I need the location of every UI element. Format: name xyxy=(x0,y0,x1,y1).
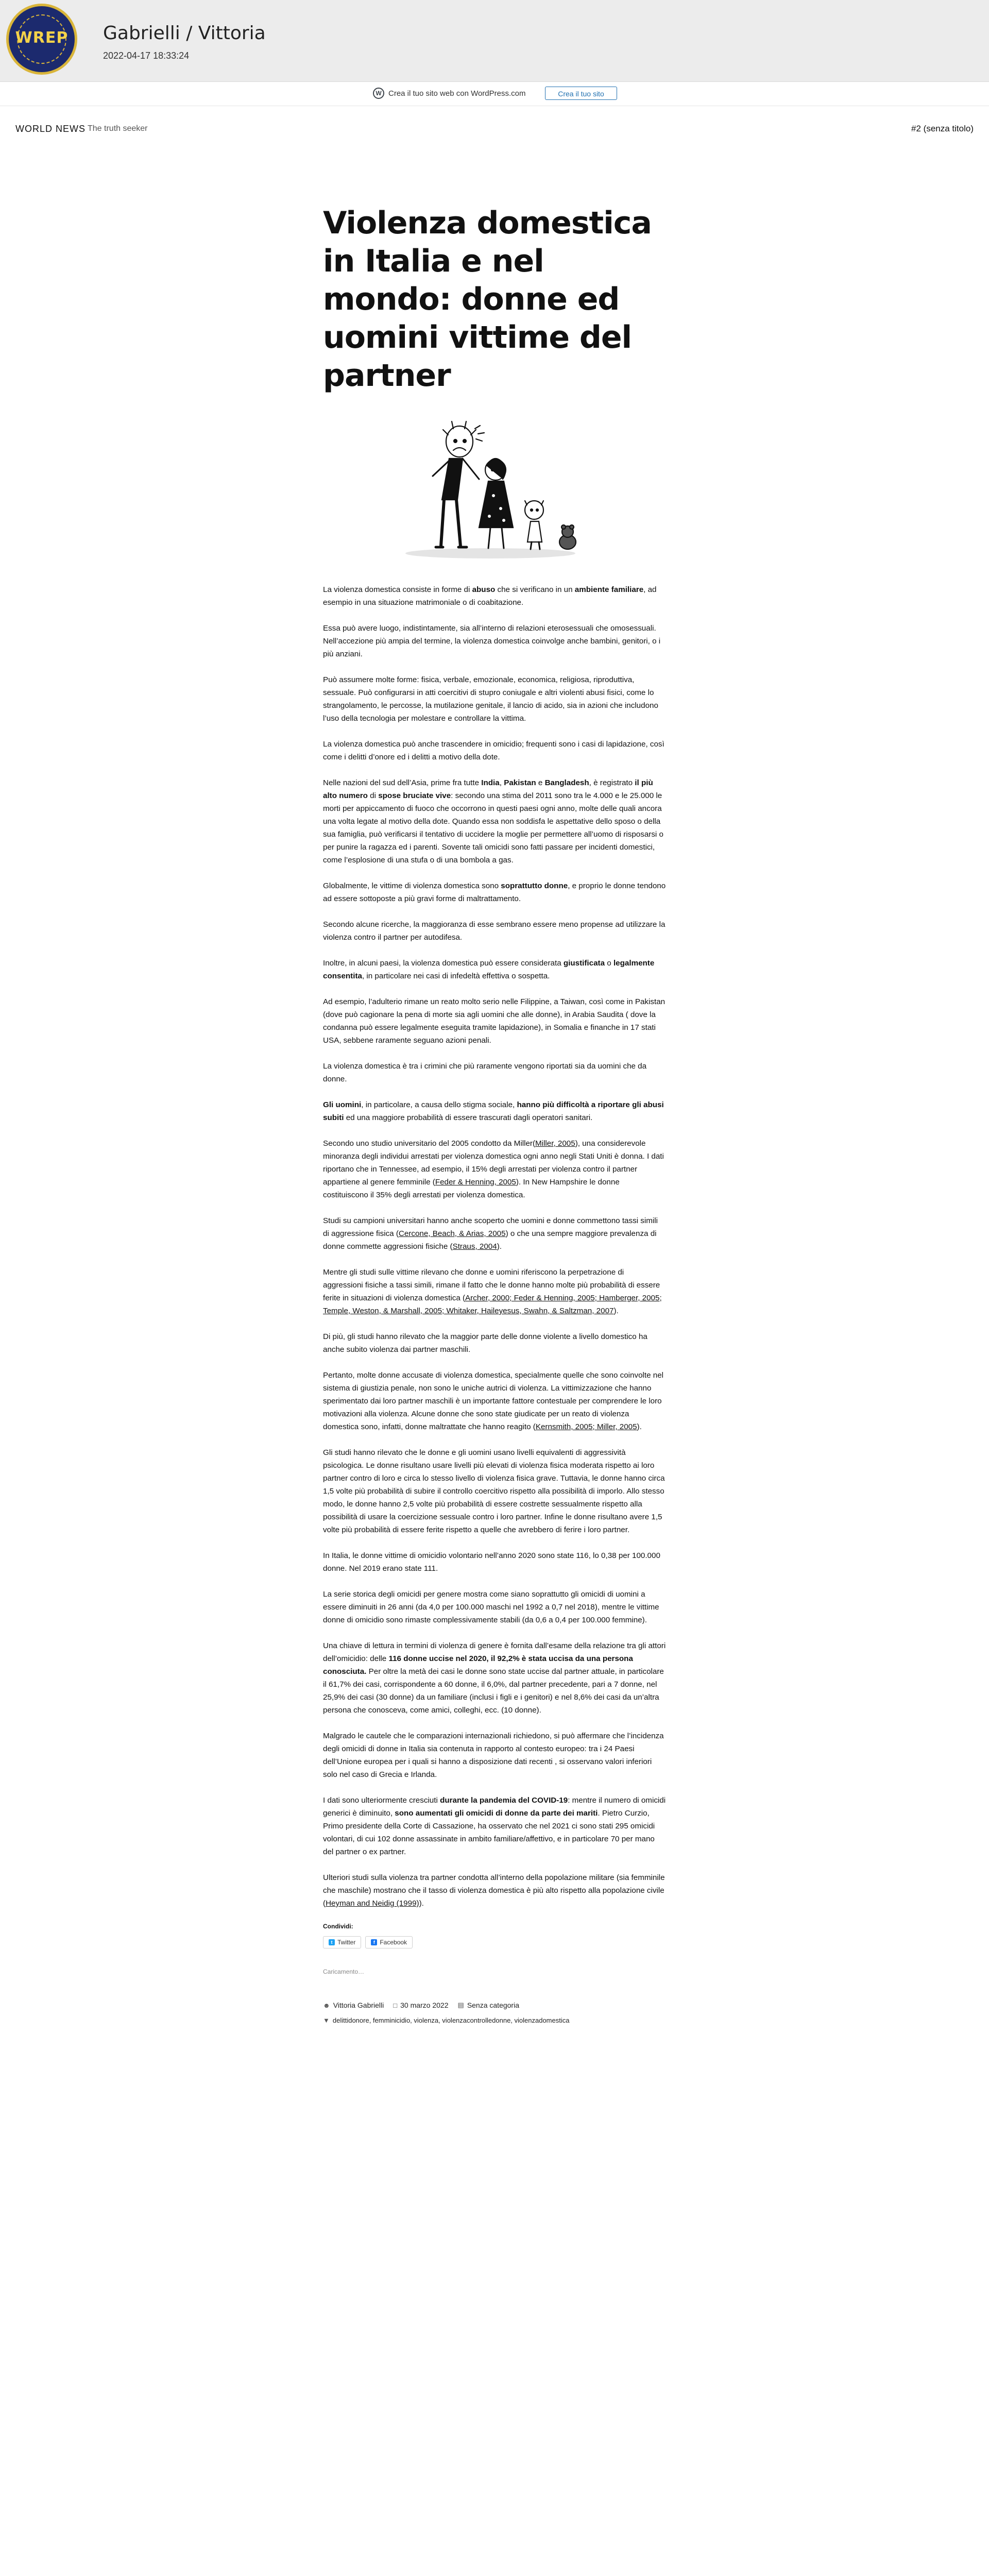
bold-text: 116 donne uccise nel 2020, il 92,2% è stata uccisa da una persona conosciuta. xyxy=(323,1654,633,1676)
share-facebook-button[interactable] xyxy=(365,1936,413,1948)
text-segment: La violenza domestica è tra i crimini che più raramente vengono riportati sia da uomini che da donne. xyxy=(323,1062,647,1083)
bold-text: Pakistan xyxy=(504,778,536,787)
text-segment: La serie storica degli omicidi per genere mostra come siano soprattutto gli omicidi di uomini a essere diminuiti in 26 anni (da 4,0 per 100.000 maschi nel 1992 a 0,7 nel 2018), mentre le vittime donne di omicidio sono rimaste complessivamente stabili (da 0,6 a 0,4 per 100.000 femmine). xyxy=(323,1590,659,1624)
text-segment: Mentre gli studi sulle vittime rilevano che donne e uomini riferiscono la perpetrazione di aggressioni fisiche a tassi simili, rimane il fatto che le donne hanno molte più probabilità di essere ferite in situazioni di violenza domestica ( xyxy=(323,1268,660,1302)
date-text[interactable]: 30 marzo 2022 xyxy=(400,2001,449,2009)
text-segment: Essa può avere luogo, indistintamente, sia all’interno di relazioni eterosessuali che omosessuali. Nell’accezione più ampia del termine, la violenza domestica coinvolge anche bambini, genitori, o i più anziani. xyxy=(323,624,661,658)
text-segment: , xyxy=(499,778,504,787)
likes-loading: Caricamento… xyxy=(323,1968,365,1975)
wordpress-banner-text[interactable]: Crea il tuo sito web con WordPress.com xyxy=(388,89,526,98)
citation-link[interactable]: Archer, 2000; Feder & Henning, 2005; Hamberger, 2005; Temple, Weston, & Marshall, 2005; Whitaker, Haileyesus, Swahn, & Saltzman, 2007 xyxy=(323,1294,662,1315)
citation-link[interactable]: Feder & Henning, 2005 xyxy=(435,1178,516,1187)
wordpress-icon[interactable]: W xyxy=(373,88,384,99)
share-buttons xyxy=(323,1936,666,1948)
post-author[interactable] xyxy=(323,2001,384,2009)
tags-text[interactable]: delittidonore, femminicidio, violenza, violenzacontrolledonne, violenzadomestica xyxy=(332,2016,570,2024)
text-segment: , ad esempio in una situazione matrimoniale o di coabitazione. xyxy=(323,585,657,607)
category-text[interactable]: Senza categoria xyxy=(467,2001,519,2009)
bold-text: sono aumentati gli omicidi di donne da parte dei mariti xyxy=(395,1809,598,1818)
citation-link[interactable]: Kernsmith, 2005; Miller, 2005 xyxy=(535,1422,637,1431)
text-segment: e xyxy=(536,778,545,787)
create-site-button[interactable]: Crea il tuo sito xyxy=(545,87,617,100)
post-paragraph xyxy=(323,673,666,725)
post-paragraph xyxy=(323,1369,666,1433)
text-segment: Nelle nazioni del sud dell’Asia, prime fra tutte xyxy=(323,778,482,787)
text-segment: ). xyxy=(613,1307,619,1315)
post-paragraph xyxy=(323,1549,666,1575)
post-paragraph xyxy=(323,1266,666,1317)
post-date[interactable] xyxy=(393,2001,448,2009)
bold-text: Gli uomini xyxy=(323,1100,362,1109)
bold-text: giustificata xyxy=(563,959,605,968)
text-segment: ). xyxy=(419,1899,424,1908)
post-paragraph xyxy=(323,1794,666,1858)
text-segment: Di più, gli studi hanno rilevato che la maggior parte delle donne violente a livello domestico ha anche subito violenza dai partner maschili. xyxy=(323,1332,647,1354)
facebook-icon: f xyxy=(371,1939,377,1945)
bold-text: il più alto numero xyxy=(323,778,653,800)
site-logo[interactable] xyxy=(6,4,77,75)
text-segment: Secondo uno studio universitario del 2005 condotto da Miller( xyxy=(323,1139,536,1148)
twitter-icon: t xyxy=(329,1939,335,1945)
bold-text: India xyxy=(481,778,500,787)
timestamp: 2022-04-17 18:33:24 xyxy=(103,50,190,61)
post-paragraph xyxy=(323,995,666,1047)
wordpress-banner xyxy=(0,82,989,106)
post-paragraph xyxy=(323,1214,666,1253)
post-paragraph xyxy=(323,1137,666,1201)
text-segment: Ad esempio, l’adulterio rimane un reato molto serio nelle Filippine, a Taiwan, così come in Pakistan (dove può cagionare la pena di morte sia agli uomini che alle donne), in Arabia Saudita ( dove la condanna può essere legalmente eseguita tramite lapidazione), in Somalia e finanche in 17 stati USA, sebbene raramente seguano azioni penali. xyxy=(323,997,666,1045)
site-header xyxy=(0,0,989,82)
text-segment: In Italia, le donne vittime di omicidio volontario nell’anno 2020 sono state 116, lo 0,38 per 100.000 donne. Nel 2019 erano state 111. xyxy=(323,1551,660,1573)
author-icon: ☻ xyxy=(323,2001,330,2009)
post-paragraph xyxy=(323,957,666,982)
text-segment: che si verificano in un xyxy=(495,585,575,594)
post-paragraph xyxy=(323,1098,666,1124)
text-segment: , è registrato xyxy=(589,778,635,787)
text-segment: , e proprio le donne tendono ad essere sottoposte a più gravi forme di maltrattamento. xyxy=(323,882,666,903)
text-segment: , in particolare nei casi di infedeltà effettiva o sospetta. xyxy=(362,972,550,980)
post-paragraph xyxy=(323,738,666,764)
text-segment: Globalmente, le vittime di violenza domestica sono xyxy=(323,882,501,890)
text-segment: I dati sono ulteriormente cresciuti xyxy=(323,1796,440,1805)
text-segment: : secondo una stima del 2011 sono tra le 4.000 e le 25.000 le morti per appiccamento di fuoco che occorrono in questi paesi ogni anno, molte delle quali ancora una volta legate al motivo della dote. Quando essa non soddisfa le aspettative dello sposo o della sua famiglia, può verificarsi il tentativo di uccidere la moglie per permettere all’uomo di risposarsi o per punire la ragazza ed i parenti. Sovente tali omicidi sono fatti passare per incidenti domestici, come l’esplosione di una stufa o di una bombola a gas. xyxy=(323,791,663,865)
bold-text: spose bruciate vive xyxy=(378,791,451,800)
post-paragraph xyxy=(323,1446,666,1536)
post-paragraph xyxy=(323,622,666,660)
text-segment: Può assumere molte forme: fisica, verbale, emozionale, economica, religiosa, riproduttiva, sessuale. Può configurarsi in atti coercitivi di stupro coniugale e altri violenti abusi fisici, come lo strangolamento, le percosse, la mutilazione genitale, il lancio di acido, sia in azioni che includono l’uso della tecnologia per molestare e controllare la vittima. xyxy=(323,675,658,723)
text-segment: Malgrado le cautele che le comparazioni internazionali richiedono, si può affermare che l’incidenza degli omicidi di donne in Italia sia contenuta in rapporto al contesto europeo: tra i 24 Paesi dell’Unione europea per i quali si hanno a disposizione dati recenti , si osservano valori inferiori solo nel caso di Grecia e Irlanda. xyxy=(323,1732,664,1779)
share-label: Condividi: xyxy=(323,1923,353,1930)
post-paragraph xyxy=(323,918,666,944)
text-segment: . Pietro Curzio, Primo presidente della Corte di Cassazione, ha osservato che nel 2021 ci sono stati 295 omicidi volontari, di cui 102 donne assassinate in ambito familiare/affettivo, e in particolare 70 per mano del partner o ex partner. xyxy=(323,1809,655,1856)
text-segment: di xyxy=(367,791,379,800)
site-name-link[interactable]: WORLD NEWS xyxy=(15,124,86,134)
post-paragraph xyxy=(323,1588,666,1626)
bold-text: Bangladesh xyxy=(544,778,589,787)
citation-link[interactable]: Straus, 2004 xyxy=(452,1242,497,1251)
post-meta xyxy=(323,2001,666,2009)
site-tagline: The truth seeker xyxy=(88,124,148,133)
text-segment: : mentre il numero di omicidi generici è diminuito, xyxy=(323,1796,666,1818)
share-twitter-button[interactable] xyxy=(323,1936,361,1948)
text-segment: ). xyxy=(637,1422,642,1431)
post-content xyxy=(323,583,666,1910)
bold-text: soprattutto donne xyxy=(501,882,568,890)
bold-text: durante la pandemia del COVID-19 xyxy=(440,1796,568,1805)
text-segment: o xyxy=(605,959,613,968)
text-segment: Ulteriori studi sulla violenza tra partner condotta all’interno della popolazione militare (sia femminile che maschile) mostrano che il tasso di violenza domestica è più alto rispetto alla popolazione civile ( xyxy=(323,1873,665,1908)
text-segment: Secondo alcune ricerche, la maggioranza di esse sembrano essere meno propense ad utilizzare la violenza contro il partner per autodifesa. xyxy=(323,920,666,942)
text-segment: La violenza domestica può anche trascendere in omicidio; frequenti sono i casi di lapidazione, così come i delitti d’onore ed i delitti a motivo della dote. xyxy=(323,740,664,761)
text-segment: ed una maggiore probabilità di essere trascurati dagli operatori sanitari. xyxy=(344,1113,593,1122)
post-paragraph xyxy=(323,1060,666,1086)
post-paragraph xyxy=(323,1330,666,1356)
post-paragraph xyxy=(323,879,666,905)
text-segment: ). In New Hampshire le donne costituiscono il 35% degli arrestati per violenza domestica. xyxy=(323,1178,620,1199)
folder-icon: ▤ xyxy=(457,2001,464,2009)
text-segment: ), una considerevole minoranza degli individui arrestati per violenza domestica ogni anno negli Stati Uniti è donna. I dati riportano che in Tennessee, ad esempio, il 15% degli arrestati per violenza contro il partner appartiene al genere femminile ( xyxy=(323,1139,664,1187)
logo-text: WREP xyxy=(15,29,69,47)
citation-link[interactable]: Heyman and Neidig (1999) xyxy=(326,1899,419,1908)
text-segment: Per oltre la metà dei casi le donne sono state uccise dal partner attuale, in particolare il 61,7% dei casi, corrispondente a 60 donne, il 6,0%, dal partner precedente, pari a 7 donne, nel 25,9% dei casi (30 donne) da un familiare (inclusi i figli e i genitori) e nel 8,6% dei casi da un’altra persona che conosceva, come amici, colleghi, ecc. (10 donne). xyxy=(323,1667,664,1715)
bold-text: hanno più difficoltà a riportare gli abusi subiti xyxy=(323,1100,664,1122)
tag-icon: ▼ xyxy=(323,2016,330,2024)
post-paragraph xyxy=(323,583,666,609)
post-paragraph xyxy=(323,1730,666,1781)
post-category[interactable] xyxy=(458,2001,519,2009)
nav-menu-link[interactable]: #2 (senza titolo) xyxy=(911,124,974,133)
citation-link[interactable]: Miller, 2005 xyxy=(535,1139,575,1148)
post-title: Violenza domestica in Italia e nel mondo: donne ed uomini vittime del partner xyxy=(323,205,652,394)
site-title[interactable]: Gabrielli / Vittoria xyxy=(103,23,266,44)
share-button-label: Facebook xyxy=(380,1939,407,1946)
citation-link[interactable]: Cercone, Beach, & Arias, 2005 xyxy=(398,1229,506,1238)
text-segment: Una chiave di lettura in termini di violenza di genere è fornita dall’esame della relazione tra gli attori dell’omicidio: delle xyxy=(323,1641,666,1663)
text-segment: Pertanto, molte donne accusate di violenza domestica, specialmente quelle che sono coinvolte nel sistema di giustizia penale, non sono le uniche autrici di violenza. La vittimizzazione che hanno sperimentato dai loro partner maschili è un importante fattore contestuale per comprendere le loro motivazioni alla violenza. Alcune donne che sono state giudicate per un reato di violenza domestica sono, infatti, donne maltrattate che hanno reagito ( xyxy=(323,1371,664,1431)
calendar-icon: □ xyxy=(393,2001,398,2009)
author-name[interactable]: Vittoria Gabrielli xyxy=(333,2001,384,2009)
post-tags xyxy=(323,2016,666,2024)
text-segment: Studi su campioni universitari hanno anche scoperto che uomini e donne commettono tassi simili di aggressione fisica ( xyxy=(323,1216,658,1238)
bold-text: ambiente familiare xyxy=(574,585,644,594)
family-violence-cartoon xyxy=(387,418,604,563)
post-paragraph xyxy=(323,1871,666,1910)
article xyxy=(323,204,666,2024)
post-paragraph xyxy=(323,1639,666,1717)
text-segment: ) o che una sempre maggiore prevalenza di donne commette aggressioni fisiche ( xyxy=(323,1229,657,1251)
post-paragraph xyxy=(323,776,666,867)
text-segment: Inoltre, in alcuni paesi, la violenza domestica può essere considerata xyxy=(323,959,564,968)
text-segment: , in particolare, a causa dello stigma sociale, xyxy=(361,1100,517,1109)
bold-text: abuso xyxy=(472,585,496,594)
share-button-label: Twitter xyxy=(337,1939,356,1946)
text-segment: La violenza domestica consiste in forme di xyxy=(323,585,472,594)
text-segment: Gli studi hanno rilevato che le donne e gli uomini usano livelli equivalenti di aggressività psicologica. Le donne risultano usare livelli più elevati di violenza fisica moderata rispetto ai loro partner contro di loro e circa lo stesso livello di violenza fisica grave. Tuttavia, le donne hanno circa 1,5 volte più probabilità di subire il controllo coercitivo rispetto alla possibilità di imporlo. Allo stesso modo, le donne hanno 2,5 volte più probabilità di essere costrette sessualmente rispetto alla possibilità di usare la coercizione sessuale contro i loro partner. Infine le donne risultano avere 1,5 volte più probabilità di essere ferite rispetto a quelle che avrebbero di ferire i loro partner. xyxy=(323,1448,665,1534)
text-segment: ). xyxy=(497,1242,502,1251)
bold-text: legalmente consentita xyxy=(323,959,655,980)
